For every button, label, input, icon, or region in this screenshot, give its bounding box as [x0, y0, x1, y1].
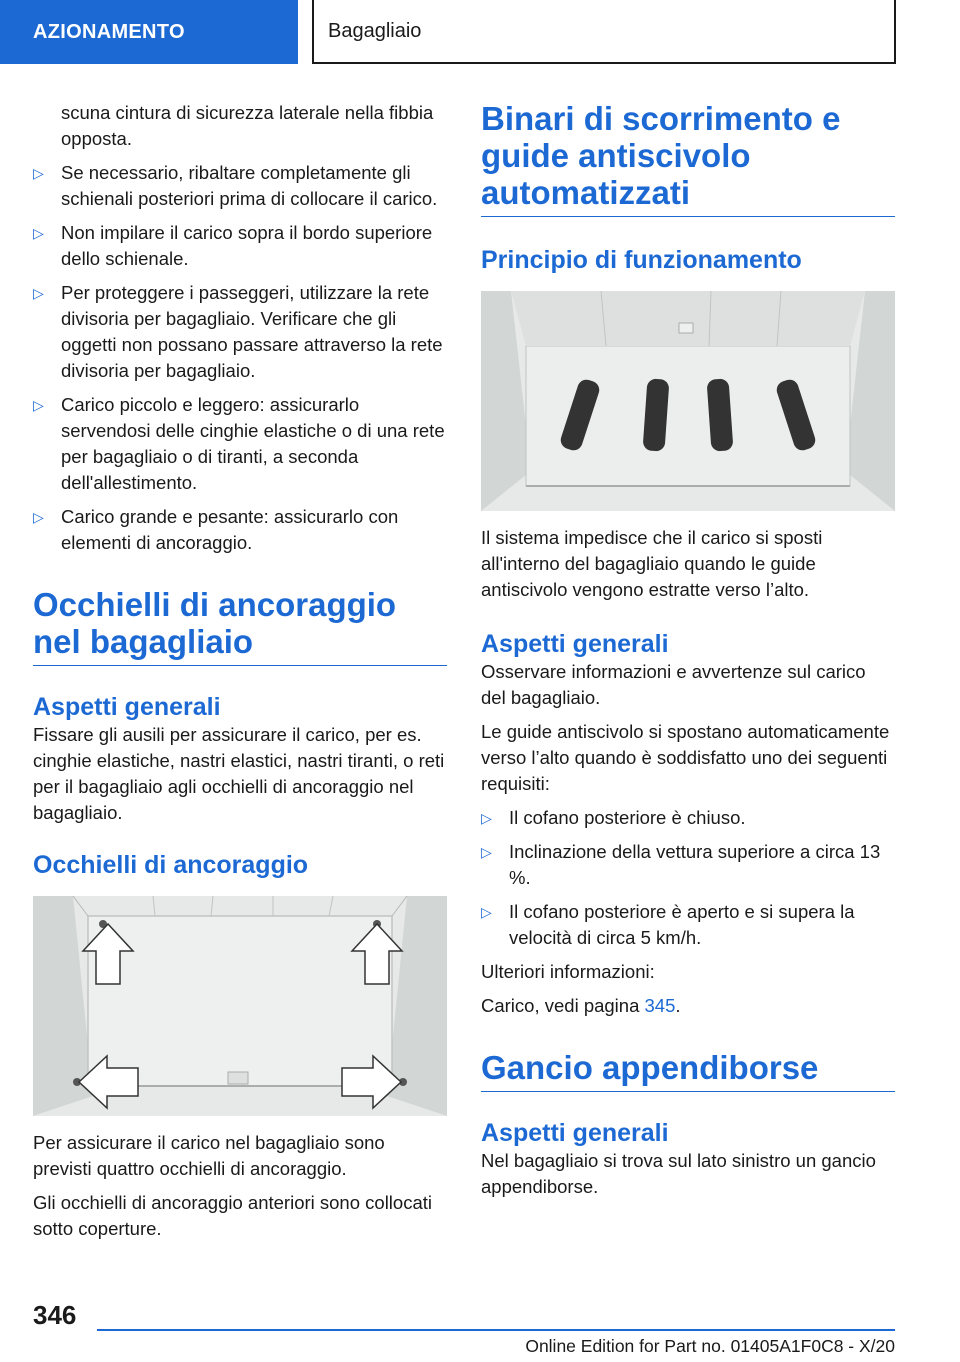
list-item: ▷ Per proteggere i passeggeri, utilizzare la rete divisoria per bagagliaio. Verificare che gli oggetti non possano passare attraverso la rete divisoria per bagagliaio.	[33, 282, 443, 381]
triangle-right-icon: ▷	[33, 285, 44, 301]
list-item: ▷ Carico grande e pesante: assicurarlo con elementi di ancoraggio.	[33, 506, 399, 553]
footer-edition: Online Edition for Part no. 01405A1F0C8 - X/20	[525, 1336, 895, 1356]
cross-reference: Carico, vedi pagina 345.	[481, 995, 681, 1016]
heading-sliding-rails: Binari di scorrimento e guide antiscivolo automatizzati	[481, 100, 895, 217]
heading-bag-hook: Gancio appendiborse	[481, 1049, 895, 1092]
list-item: ▷ Carico piccolo e leggero: assicurarlo servendosi delle cinghie elastiche o di una rete per bagagliaio o di tiranti, a seconda dell'allestimento.	[33, 394, 445, 493]
anchor-eyes-illustration	[33, 896, 447, 1116]
paragraph: Fissare gli ausili per assicurare il carico, per es. cinghie elastiche, nastri elastici, nastri tiranti, o reti per il bagagliaio agli occhielli di ancoraggio nel bagagliaio.	[33, 724, 445, 823]
triangle-right-icon: ▷	[33, 225, 44, 241]
chapter-tab: AZIONAMENTO	[0, 0, 298, 64]
triangle-right-icon: ▷	[481, 904, 492, 920]
page-link[interactable]: 345	[644, 995, 676, 1016]
paragraph: Nel bagagliaio si trova sul lato sinistro un gancio appendiborse.	[481, 1150, 876, 1197]
heading-anchor-eyes: Occhielli di ancoraggio nel bagagliaio	[33, 586, 447, 666]
paragraph: Le guide antiscivolo si spostano automaticamente verso l’alto quando è soddisfatto uno dei seguenti requisiti:	[481, 721, 890, 794]
list-item: ▷ Inclinazione della vettura superiore a circa 13 %.	[481, 841, 881, 888]
footer-divider	[97, 1329, 895, 1331]
list-item: ▷ Il cofano posteriore è aperto e si supera la velocità di circa 5 km/h.	[481, 901, 855, 948]
right-column	[481, 100, 895, 1200]
continued-bullet-text: scuna cintura di sicurezza laterale nella fibbia opposta.	[61, 102, 434, 149]
triangle-right-icon: ▷	[33, 509, 44, 525]
list-item: ▷ Se necessario, ribaltare completamente gli schienali posteriori prima di collocare il carico.	[33, 162, 438, 209]
list-item: ▷ Non impilare il carico sopra il bordo superiore dello schienale.	[33, 222, 433, 269]
paragraph: Per assicurare il carico nel bagagliaio sono previsti quattro occhielli di ancoraggio.	[33, 1132, 385, 1179]
triangle-right-icon: ▷	[481, 844, 492, 860]
subheading-general: Aspetti generali	[481, 630, 669, 658]
list-item: ▷ Il cofano posteriore è chiuso.	[481, 805, 895, 831]
subheading-general: Aspetti generali	[481, 1119, 669, 1147]
paragraph: Osservare informazioni e avvertenze sul carico del bagagliaio.	[481, 661, 866, 708]
subheading-general: Aspetti generali	[33, 693, 221, 721]
triangle-right-icon: ▷	[481, 810, 492, 826]
triangle-right-icon: ▷	[33, 165, 44, 181]
paragraph: Gli occhielli di ancoraggio anteriori sono collocati sotto coperture.	[33, 1192, 432, 1239]
subheading-principle: Principio di funzionamento	[481, 246, 802, 274]
left-column	[33, 100, 447, 1242]
triangle-right-icon: ▷	[33, 397, 44, 413]
subheading-anchor-eyes: Occhielli di ancoraggio	[33, 851, 309, 879]
antislip-guides-illustration	[481, 291, 895, 511]
paragraph: Ulteriori informazioni:	[481, 961, 655, 982]
paragraph: Il sistema impedisce che il carico si sposti all'interno del bagagliaio quando le guide antiscivolo vengono estratte verso l’alto.	[481, 527, 823, 600]
page-number: 346	[33, 1300, 77, 1330]
section-title: Bagagliaio	[312, 0, 896, 64]
